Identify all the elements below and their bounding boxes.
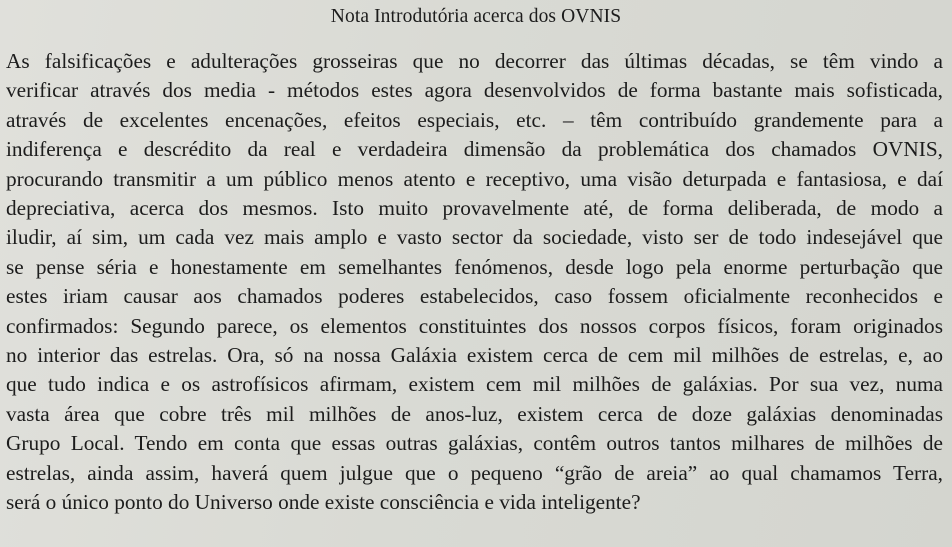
text-line: procurando transmitir a um público menos atento e receptivo, uma visão deturpada e fantasiosa, e daí (6, 166, 943, 191)
text-line: iludir, aí sim, um cada vez mais amplo e vasto sector da sociedade, visto ser de todo indesejável que (6, 225, 943, 250)
document-title: Nota Introdutória acerca dos OVNIS (330, 6, 622, 27)
text-line: no interior das estrelas. Ora, só na nossa Galáxia existem cerca de cem mil milhões de estrelas, e, ao (6, 343, 943, 368)
text-line: estes iriam causar aos chamados poderes estabelecidos, caso fossem oficialmente reconhecidos e (6, 284, 943, 309)
text-line: se pense séria e honestamente em semelhantes fenómenos, desde logo pela enorme perturbação que (6, 254, 943, 279)
text-line: através de excelentes encenações, efeitos especiais, etc. – têm contribuído grandemente para a (6, 107, 943, 132)
text-line: verificar através dos media - métodos estes agora desenvolvidos de forma bastante mais sofisticada, (6, 78, 943, 103)
text-line: Grupo Local. Tendo em conta que essas outras galáxias, contêm outros tantos milhares de milhões de (6, 431, 943, 456)
text-line: confirmados: Segundo parece, os elementos constituintes dos nossos corpos físicos, foram originados (6, 313, 943, 338)
text-line: será o único ponto do Universo onde existe consciência e vida inteligente? (6, 490, 641, 515)
text-line: vasta área que cobre três mil milhões de anos-luz, existem cerca de doze galáxias denominadas (6, 401, 943, 426)
text-line: depreciativa, acerca dos mesmos. Isto muito provavelmente até, de forma deliberada, de modo a (6, 196, 943, 221)
document-body (6, 47, 943, 518)
text-line: estrelas, ainda assim, haverá quem julgue que o pequeno “grão de areia” ao qual chamamos Terra, (6, 460, 943, 485)
text-line: que tudo indica e os astrofísicos afirmam, existem cem mil milhões de galáxias. Por sua vez, numa (6, 372, 943, 397)
text-line: indiferença e descrédito da real e verdadeira dimensão da problemática dos chamados OVNIS, (6, 137, 943, 162)
text-line: As falsificações e adulterações grosseiras que no decorrer das últimas décadas, se têm vindo a (6, 49, 943, 73)
